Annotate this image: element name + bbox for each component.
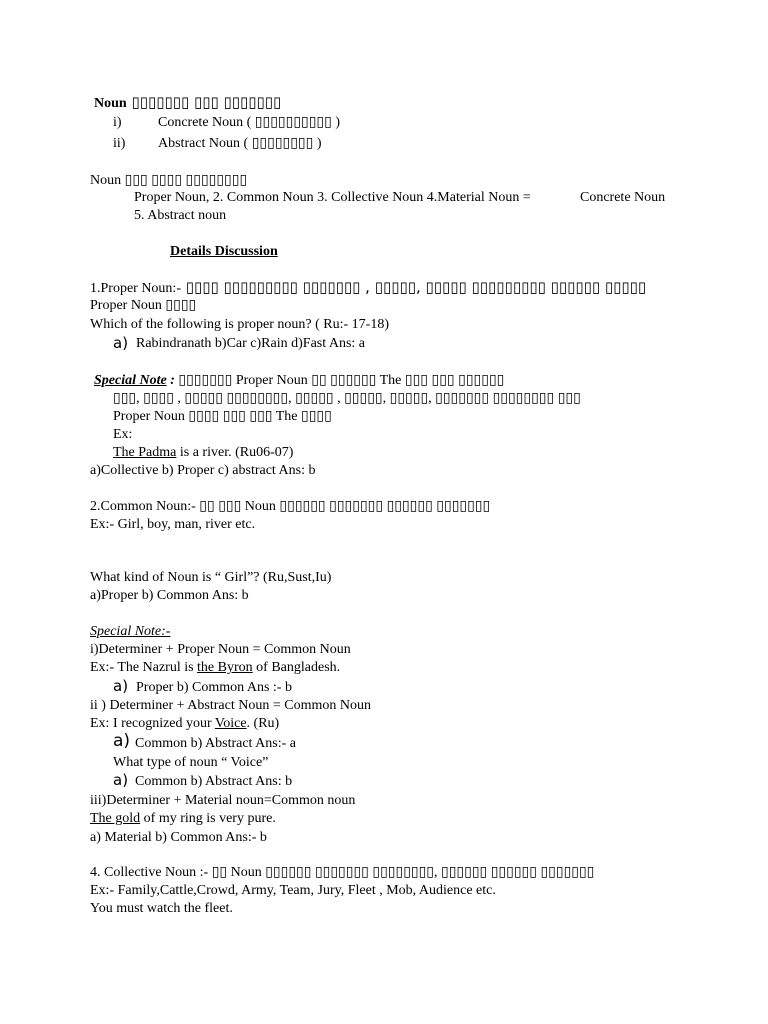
proper-noun-definition-cont: Proper Noun ▯▯▯▯ bbox=[90, 298, 197, 313]
details-heading: Details Discussion bbox=[170, 244, 278, 259]
noun-heading-bengali: ▯▯▯▯▯▯▯ ▯▯▯ ▯▯▯▯▯▯▯ bbox=[126, 93, 282, 111]
rule-2-options: Common b) Abstract Ans:- a bbox=[135, 736, 296, 751]
list-marker-i: i) bbox=[113, 115, 122, 130]
padma-example bbox=[113, 444, 293, 461]
rule-2-option2-marker: a) bbox=[113, 771, 129, 789]
list-marker-ii: ii) bbox=[113, 136, 126, 151]
common-noun-definition: 2.Common Noun:- ▯▯ ▯▯▯ Noun ▯▯▯▯▯▯ ▯▯▯▯▯▯▯ ▯▯▯▯▯▯ ▯▯▯▯▯▯▯ bbox=[90, 499, 491, 514]
rule-3: iii)Determiner + Material noun=Common noun bbox=[90, 793, 356, 808]
rule-2-option-marker: a) bbox=[113, 731, 131, 751]
concrete-noun-line: Concrete Noun ( ▯▯▯▯▯▯▯▯▯▯ ) bbox=[158, 115, 341, 130]
rule-1: i)Determiner + Proper Noun = Common Noun bbox=[90, 642, 351, 657]
rule-3-ex-b: of my ring is very pure. bbox=[140, 811, 276, 826]
rule-2-ex-b: . (Ru) bbox=[246, 716, 280, 731]
proper-noun-label: 1.Proper Noun:- bbox=[90, 281, 181, 296]
proper-noun-bengali: ▯▯▯▯ ▯▯▯▯▯▯▯▯▯ ▯▯▯▯▯▯▯ , ▯▯▯▯▯, ▯▯▯▯▯ ▯▯▯▯▯▯▯▯▯ ▯▯▯▯▯▯ ▯▯▯▯▯ bbox=[181, 278, 647, 296]
proper-noun-options: Rabindranath b)Car c)Rain d)Fast Ans: a bbox=[136, 336, 366, 351]
noun-heading-word: Noun bbox=[94, 96, 127, 111]
special-note-1-ex: Ex: bbox=[113, 427, 133, 442]
proper-option-marker: a) bbox=[113, 334, 129, 352]
noun-kinds-heading: Noun ▯▯▯ ▯▯▯▯ ▯▯▯▯▯▯▯▯ bbox=[90, 173, 248, 188]
proper-noun-question: Which of the following is proper noun? ( Ru:- 17-18) bbox=[90, 317, 389, 332]
rule-2-options-2: Common b) Abstract Ans: b bbox=[135, 774, 293, 789]
padma-options: a)Collective b) Proper c) abstract Ans: b bbox=[90, 463, 316, 478]
special-note-2-label: Special Note:- bbox=[90, 624, 171, 639]
rule-3-options: a) Material b) Common Ans:- b bbox=[90, 830, 267, 845]
rule-3-example bbox=[90, 810, 276, 827]
rule-1-option-marker: a) bbox=[113, 677, 129, 695]
common-noun-options: a)Proper b) Common Ans: b bbox=[90, 588, 249, 603]
special-note-colon: : bbox=[166, 373, 175, 388]
collective-noun-definition: 4. Collective Noun :- ▯▯ Noun ▯▯▯▯▯▯ ▯▯▯▯▯▯▯ ▯▯▯▯▯▯▯▯, ▯▯▯▯▯▯ ▯▯▯▯▯▯ ▯▯▯▯▯▯▯ bbox=[90, 865, 595, 880]
common-noun-examples: Ex:- Girl, boy, man, river etc. bbox=[90, 517, 256, 532]
common-noun-question: What kind of Noun is “ Girl”? (Ru,Sust,Iu) bbox=[90, 570, 332, 585]
rule-3-ex-underlined: The gold bbox=[90, 811, 141, 826]
noun-types-heading bbox=[94, 94, 281, 112]
rule-2: ii ) Determiner + Abstract Noun = Common Noun bbox=[90, 698, 371, 713]
rule-2-question: What type of noun “ Voice” bbox=[113, 755, 269, 770]
rule-1-ex-underlined: the Byron bbox=[197, 660, 253, 675]
special-note-label: Special Note bbox=[94, 373, 167, 388]
special-note-1-line3: Proper Noun ▯▯▯▯ ▯▯▯ ▯▯▯ The ▯▯▯▯ bbox=[113, 409, 332, 424]
rule-1-ex-b: of Bangladesh. bbox=[252, 660, 341, 675]
rule-2-example bbox=[90, 715, 279, 732]
special-note-1-text: ▯▯▯▯▯▯▯ Proper Noun ▯▯ ▯▯▯▯▯▯ The ▯▯▯ ▯▯▯ ▯▯▯▯▯▯ bbox=[174, 373, 505, 388]
proper-noun-definition bbox=[90, 279, 646, 297]
padma-rest: is a river. (Ru06-07) bbox=[176, 445, 294, 460]
padma-underlined: The Padma bbox=[113, 445, 177, 460]
rule-2-ex-underlined: Voice bbox=[214, 716, 247, 731]
rule-1-example bbox=[90, 659, 340, 676]
rule-1-options: Proper b) Common Ans :- b bbox=[136, 680, 292, 695]
noun-kinds-list: Proper Noun, 2. Common Noun 3. Collective Noun 4.Material Noun = bbox=[134, 190, 531, 205]
noun-kinds-abstract: 5. Abstract noun bbox=[134, 208, 227, 223]
noun-kinds-concrete: Concrete Noun bbox=[580, 190, 666, 205]
rule-2-ex-a: Ex: I recognized your bbox=[90, 716, 215, 731]
abstract-noun-line: Abstract Noun ( ▯▯▯▯▯▯▯▯ ) bbox=[158, 136, 322, 151]
collective-noun-examples: Ex:- Family,Cattle,Crowd, Army, Team, Jury, Fleet , Mob, Audience etc. bbox=[90, 883, 496, 898]
rule-1-ex-a: Ex:- The Nazrul is bbox=[90, 660, 198, 675]
collective-noun-sentence: You must watch the fleet. bbox=[90, 901, 233, 916]
special-note-1-line1 bbox=[94, 372, 504, 389]
special-note-1-line2: ▯▯▯, ▯▯▯▯ , ▯▯▯▯▯ ▯▯▯▯▯▯▯▯, ▯▯▯▯▯ , ▯▯▯▯▯, ▯▯▯▯▯, ▯▯▯▯▯▯▯ ▯▯▯▯▯▯▯▯ ▯▯▯ bbox=[113, 391, 581, 406]
